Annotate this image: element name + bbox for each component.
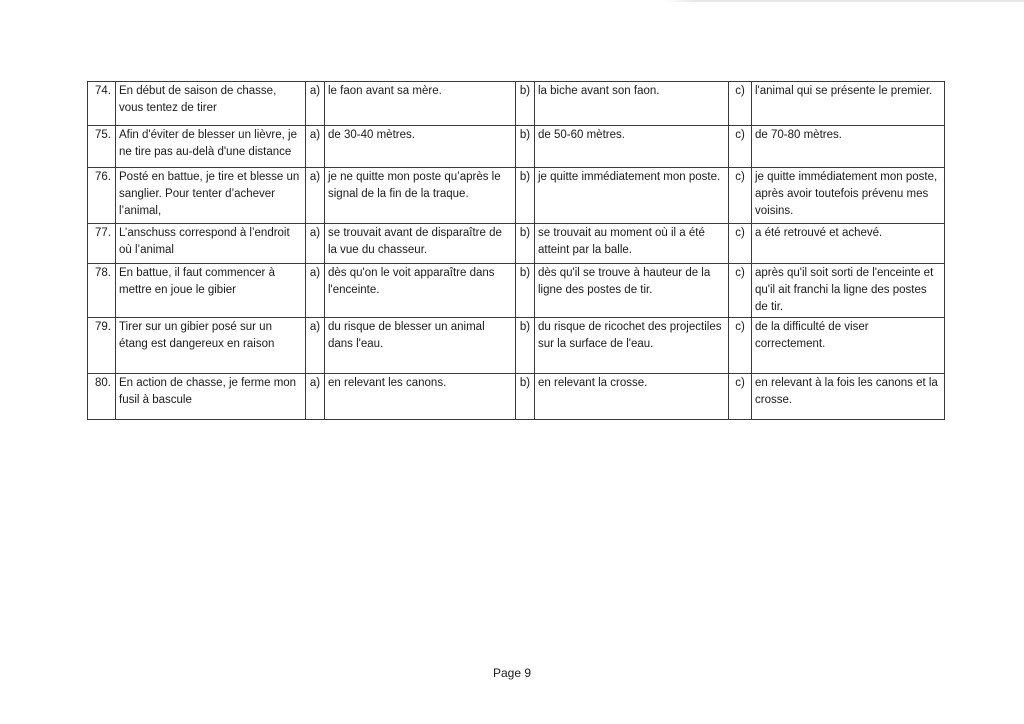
- question-text: Afin d'éviter de blesser un lièvre, je ne tire pas au-delà d'une distance: [116, 126, 306, 168]
- question-number: 77.: [88, 224, 116, 264]
- question-row: [88, 374, 945, 420]
- answer-c-text: de 70-80 mètres.: [752, 126, 945, 168]
- question-number: 79.: [88, 318, 116, 374]
- answer-c-letter: c): [729, 82, 752, 126]
- question-text: Posté en battue, je tire et blesse un sanglier. Pour tenter d’achever l’animal,: [116, 168, 306, 224]
- answer-c-letter: c): [729, 374, 752, 420]
- answer-c-text: a été retrouvé et achevé.: [752, 224, 945, 264]
- answer-a-text: le faon avant sa mère.: [325, 82, 516, 126]
- answer-b-text: la biche avant son faon.: [535, 82, 729, 126]
- answer-b-letter: b): [516, 126, 535, 168]
- answer-a-text: de 30-40 mètres.: [325, 126, 516, 168]
- question-text: En début de saison de chasse, vous tentez de tirer: [116, 82, 306, 126]
- answer-b-letter: b): [516, 168, 535, 224]
- answer-a-letter: a): [306, 224, 325, 264]
- answer-c-text: en relevant à la fois les canons et la crosse.: [752, 374, 945, 420]
- answer-a-letter: a): [306, 168, 325, 224]
- answer-a-text: en relevant les canons.: [325, 374, 516, 420]
- answer-b-text: dès qu'il se trouve à hauteur de la ligne des postes de tir.: [535, 264, 729, 318]
- answer-b-letter: b): [516, 264, 535, 318]
- question-row: [88, 318, 945, 374]
- question-text: Tirer sur un gibier posé sur un étang est dangereux en raison: [116, 318, 306, 374]
- answer-b-text: du risque de ricochet des projectiles sur la surface de l'eau.: [535, 318, 729, 374]
- question-number: 74.: [88, 82, 116, 126]
- answer-b-text: je quitte immédiatement mon poste.: [535, 168, 729, 224]
- page-number: Page 9: [492, 666, 532, 680]
- answer-c-letter: c): [729, 224, 752, 264]
- answer-b-letter: b): [516, 318, 535, 374]
- answer-a-text: se trouvait avant de disparaître de la vue du chasseur.: [325, 224, 516, 264]
- scan-edge: [0, 0, 1024, 2]
- answer-b-text: de 50-60 mètres.: [535, 126, 729, 168]
- answer-a-letter: a): [306, 126, 325, 168]
- question-row: [88, 126, 945, 168]
- answer-a-letter: a): [306, 82, 325, 126]
- question-number: 75.: [88, 126, 116, 168]
- answer-c-letter: c): [729, 264, 752, 318]
- answer-a-letter: a): [306, 264, 325, 318]
- answer-a-text: du risque de blesser un animal dans l'eau.: [325, 318, 516, 374]
- answer-c-letter: c): [729, 168, 752, 224]
- answer-c-text: après qu'il soit sorti de l'enceinte et qu'il ait franchi la ligne des postes de tir.: [752, 264, 945, 318]
- answer-b-text: se trouvait au moment où il a été atteint par la balle.: [535, 224, 729, 264]
- answer-a-letter: a): [306, 318, 325, 374]
- question-text: L’anschuss correspond à l’endroit où l’animal: [116, 224, 306, 264]
- answer-b-letter: b): [516, 374, 535, 420]
- answer-a-text: je ne quitte mon poste qu’après le signal de la fin de la traque.: [325, 168, 516, 224]
- answer-b-letter: b): [516, 82, 535, 126]
- question-row: [88, 224, 945, 264]
- question-row: [88, 82, 945, 126]
- question-row: [88, 264, 945, 318]
- question-number: 78.: [88, 264, 116, 318]
- quiz-table: [87, 81, 945, 420]
- answer-a-letter: a): [306, 374, 325, 420]
- answer-a-text: dès qu'on le voit apparaître dans l'enceinte.: [325, 264, 516, 318]
- answer-c-text: l'animal qui se présente le premier.: [752, 82, 945, 126]
- question-text: En action de chasse, je ferme mon fusil à bascule: [116, 374, 306, 420]
- answer-b-letter: b): [516, 224, 535, 264]
- answer-c-text: je quitte immédiatement mon poste, après avoir toutefois prévenu mes voisins.: [752, 168, 945, 224]
- question-text: En battue, il faut commencer à mettre en joue le gibier: [116, 264, 306, 318]
- answer-c-text: de la difficulté de viser correctement.: [752, 318, 945, 374]
- question-number: 80.: [88, 374, 116, 420]
- answer-c-letter: c): [729, 126, 752, 168]
- answer-b-text: en relevant la crosse.: [535, 374, 729, 420]
- answer-c-letter: c): [729, 318, 752, 374]
- quiz-table-body: [88, 82, 945, 420]
- question-row: [88, 168, 945, 224]
- question-number: 76.: [88, 168, 116, 224]
